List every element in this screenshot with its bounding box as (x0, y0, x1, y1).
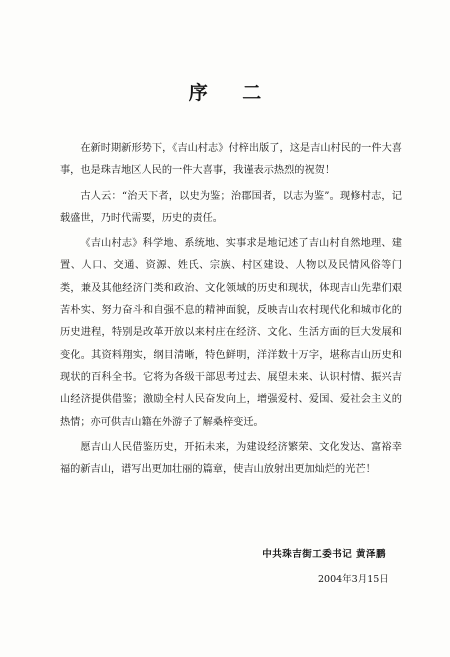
paragraph-closing-wish: 愿吉山人民借鉴历史，开拓未来，为建设经济繁荣、文化发达、富裕幸福的新吉山，谱写出更加壮丽的篇章，使吉山放射出更加灿烂的光芒！ (60, 441, 402, 476)
paragraph-quote: 古人云：“治天下者，以史为鉴；治郡国者，以志为鉴”。现修村志，记载盛世，乃时代需要，历史的责任。 (60, 190, 402, 224)
page-title: 序 二 (188, 82, 276, 104)
paragraph-content-summary: 《吉山村志》科学地、系统地、实事求是地记述了吉山村自然地理、建置、人口、交通、资源、姓氏、宗族、村区建设、人物以及民情风俗等门类，兼及其他经济门类和政治、文化领域的历史和现状，体现吉山先辈们艰苦朴实、努力奋斗和自强不息的精神面貌，反映吉山农村现代化和城市化的历史进程，特别是改革开放以来村庄在经济、文化、生活方面的巨大发展和变化。其资料翔实，纲目清晰，特色鲜明，洋洋数十万字，堪称吉山历史和现状的百科全书。它将为各级干部思考过去、展望未来、认识村情、振兴吉山经济提供借鉴；激励全村人民奋发向上，增强爱村、爱国、爱社会主义的热情；亦可供吉山籍在外游子了解桑梓变迁。 (60, 238, 402, 428)
signature-date: 2004年3月15日 (318, 574, 389, 585)
paragraph-congratulation: 在新时期新形势下，《吉山村志》付梓出版了，这是吉山村民的一件大喜事，也是珠吉地区人民的一件大喜事，我谨表示热烈的祝贺！ (60, 143, 402, 177)
author-signature: 中共珠吉街工委书记 黄泽鹏 (262, 549, 386, 560)
document-body (60, 138, 402, 484)
